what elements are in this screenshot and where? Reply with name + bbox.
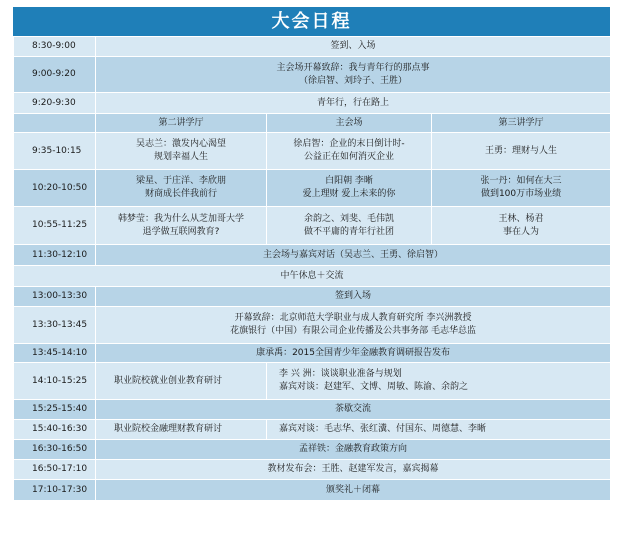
time-cell: 13:30-13:45 <box>14 307 96 344</box>
hall-header: 第二讲学厅 <box>96 114 267 133</box>
time-cell: 14:10-15:25 <box>14 363 96 400</box>
session-cell: 主会场与嘉宾对话（吴志兰、王勇、徐启智） <box>96 245 611 266</box>
session-cell: 签到入场 <box>96 287 611 307</box>
time-cell: 9:35-10:15 <box>14 133 96 170</box>
session-cell <box>96 133 267 170</box>
session-cell: 教材发布会：王胜、赵建军发言，嘉宾揭幕 <box>96 460 611 480</box>
session-line: 白阳朝 李晰 <box>325 176 373 186</box>
schedule-table <box>13 36 611 501</box>
session-line: 张一丹：如何在大三 <box>480 176 562 186</box>
session-line: 事在人为 <box>503 226 540 237</box>
schedule-row <box>14 93 611 114</box>
session-cell: 中午休息＋交流 <box>14 266 611 287</box>
schedule-row <box>14 133 611 170</box>
time-cell: 16:50-17:10 <box>14 460 96 480</box>
session-line: 徐启智：企业的末日倒计时- <box>293 139 405 149</box>
session-line: 王勇：理财与人生 <box>485 145 558 156</box>
session-cell: 职业院校就业创业教育研讨 <box>96 363 267 400</box>
time-cell: 16:30-16:50 <box>14 440 96 460</box>
schedule-row <box>14 363 611 400</box>
session-cell: 康承禹：2015全国青少年金融教育调研报告发布 <box>96 344 611 363</box>
schedule-row <box>14 440 611 460</box>
session-line: 李 兴 洲：谈谈职业准备与规划 <box>279 369 402 379</box>
session-cell <box>267 363 611 400</box>
session-line: 做到100万市场业绩 <box>480 189 562 199</box>
session-cell <box>267 207 432 245</box>
session-cell <box>96 57 611 93</box>
session-cell <box>267 170 432 207</box>
session-line: 余韵之、刘斐、毛伟凯 <box>303 213 394 224</box>
time-cell: 8:30-9:00 <box>14 37 96 57</box>
time-cell: 9:20-9:30 <box>14 93 96 114</box>
time-cell: 10:55-11:25 <box>14 207 96 245</box>
schedule-row <box>14 307 611 344</box>
schedule-row <box>14 207 611 245</box>
session-cell: 职业院校金融理财教育研讨 <box>96 420 267 440</box>
time-cell: 10:20-10:50 <box>14 170 96 207</box>
session-line: 花旗银行（中国）有限公司企业传播及公共事务部 毛志华总监 <box>230 326 476 336</box>
schedule-row <box>14 37 611 57</box>
time-cell: 9:00-9:20 <box>14 57 96 93</box>
session-cell: 孟祥铁：金融教育政策方向 <box>96 440 611 460</box>
session-line: 王林、杨君 <box>498 213 544 224</box>
session-cell: 茶歇交流 <box>96 400 611 420</box>
schedule <box>13 7 610 501</box>
schedule-row <box>14 460 611 480</box>
session-line: 主会场开幕致辞：我与青年行的那点事 <box>276 62 430 73</box>
schedule-row <box>14 57 611 93</box>
session-line: 财商成长伴我前行 <box>144 189 217 199</box>
schedule-row <box>14 344 611 363</box>
session-cell <box>96 307 611 344</box>
time-cell: 15:40-16:30 <box>14 420 96 440</box>
time-cell: 15:25-15:40 <box>14 400 96 420</box>
session-line: 梁星、于庄洋、李欣朋 <box>135 176 226 186</box>
session-cell <box>96 170 267 207</box>
time-cell: 13:00-13:30 <box>14 287 96 307</box>
session-cell: 嘉宾对谈：毛志华、张红瀵、付国东、周德慧、李晰 <box>267 420 611 440</box>
halls-header-row <box>14 114 611 133</box>
session-line: 退学做互联网教育? <box>142 226 220 237</box>
time-cell: 11:30-12:10 <box>14 245 96 266</box>
session-cell <box>96 207 267 245</box>
session-cell <box>267 133 432 170</box>
hall-header: 主会场 <box>267 114 432 133</box>
session-cell: 签到、入场 <box>96 37 611 57</box>
schedule-row <box>14 170 611 207</box>
session-cell: 青年行，行在路上 <box>96 93 611 114</box>
session-cell <box>432 207 611 245</box>
schedule-row <box>14 245 611 266</box>
session-line: 开幕致辞：北京师范大学职业与成人教育研究所 李兴洲教授 <box>234 313 472 323</box>
session-line: 做不平庸的青年行社团 <box>303 226 394 237</box>
schedule-row <box>14 480 611 501</box>
session-line: 吴志兰：激发内心渴望 <box>135 139 226 149</box>
session-line: 爱上理财 爱上未来的你 <box>302 189 396 199</box>
schedule-row <box>14 420 611 440</box>
session-cell: 颁奖礼＋闭幕 <box>96 480 611 501</box>
schedule-title: 大会日程 <box>13 7 610 36</box>
time-cell <box>14 114 96 133</box>
session-cell <box>432 170 611 207</box>
session-line: 规划幸福人生 <box>153 152 208 162</box>
session-line: （徐启智、刘玲子、王胜） <box>299 75 408 86</box>
time-cell: 13:45-14:10 <box>14 344 96 363</box>
session-line: 公益正在如何消灭企业 <box>303 152 394 162</box>
schedule-row <box>14 266 611 287</box>
session-line: 韩梦莹：我为什么从芝加哥大学 <box>117 213 244 224</box>
schedule-row <box>14 400 611 420</box>
time-cell: 17:10-17:30 <box>14 480 96 501</box>
hall-header: 第三讲学厅 <box>432 114 611 133</box>
session-cell <box>432 133 611 170</box>
schedule-row <box>14 287 611 307</box>
session-line: 嘉宾对谈：赵建军、文博、周敏、陈渝、余韵之 <box>279 382 469 392</box>
